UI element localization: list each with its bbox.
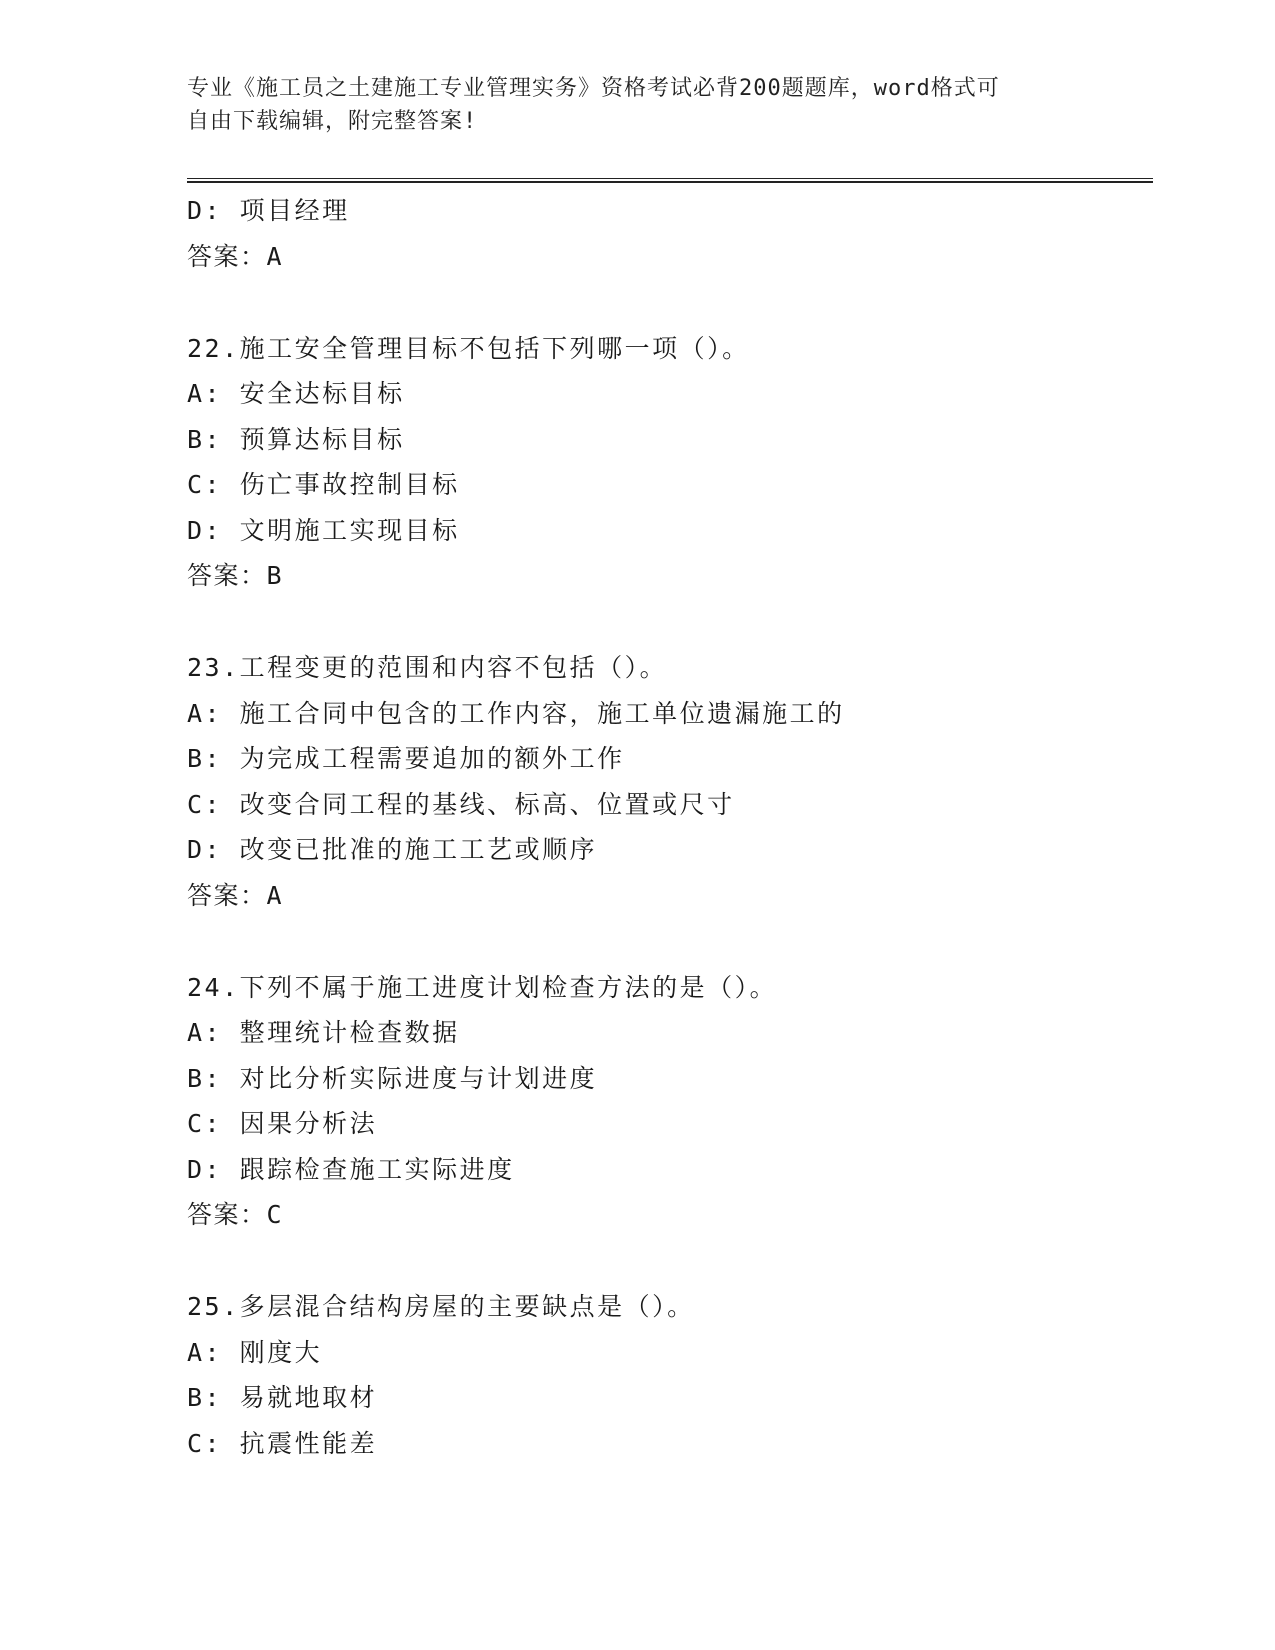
- answer-line: 答案：A: [187, 880, 284, 910]
- document-header: [187, 72, 1067, 138]
- option-d: D: 跟踪检查施工实际进度: [187, 1154, 515, 1184]
- question-stem: 22.施工安全管理目标不包括下列哪一项（）。: [187, 333, 750, 363]
- question-25: [187, 1284, 1147, 1466]
- option-b: B: 易就地取材: [187, 1383, 378, 1412]
- option-d: D: 文明施工实现目标: [187, 515, 460, 545]
- option-a: A: 施工合同中包含的工作内容，施工单位遗漏施工的: [187, 698, 845, 728]
- question-24: [187, 965, 1147, 1238]
- option-b: B: 预算达标目标: [187, 424, 405, 454]
- answer-line: 答案：B: [187, 561, 284, 590]
- question-22: [187, 326, 1147, 599]
- option-a: A: 整理统计检查数据: [187, 1018, 460, 1047]
- header-line-2: 自由下载编辑，附完整答案!: [187, 109, 478, 134]
- answer-line: 答案：A: [187, 241, 284, 271]
- option-c: C: 因果分析法: [187, 1109, 378, 1138]
- question-fragment: [187, 188, 1147, 279]
- question-23: [187, 645, 1147, 918]
- spacer: [187, 1238, 1147, 1285]
- spacer: [187, 279, 1147, 326]
- question-list: [187, 188, 1147, 1466]
- option-d: D: 项目经理: [187, 196, 350, 225]
- header-divider: [187, 178, 1153, 183]
- option-a: A: 刚度大: [187, 1337, 323, 1367]
- question-stem: 23.工程变更的范围和内容不包括（）。: [187, 653, 668, 682]
- option-a: A: 安全达标目标: [187, 379, 405, 408]
- option-d: D: 改变已批准的施工工艺或顺序: [187, 835, 598, 864]
- option-c: C: 伤亡事故控制目标: [187, 470, 460, 499]
- option-c: C: 抗震性能差: [187, 1428, 378, 1458]
- option-b: B: 对比分析实际进度与计划进度: [187, 1063, 598, 1093]
- option-b: B: 为完成工程需要追加的额外工作: [187, 744, 625, 773]
- question-stem: 25.多层混合结构房屋的主要缺点是（）。: [187, 1292, 695, 1321]
- spacer: [187, 599, 1147, 646]
- spacer: [187, 918, 1147, 965]
- question-stem: 24.下列不属于施工进度计划检查方法的是（）。: [187, 972, 778, 1002]
- answer-line: 答案：C: [187, 1200, 284, 1229]
- option-c: C: 改变合同工程的基线、标高、位置或尺寸: [187, 789, 735, 819]
- header-line-1: 专业《施工员之土建施工专业管理实务》资格考试必背200题题库，word格式可: [187, 76, 1000, 101]
